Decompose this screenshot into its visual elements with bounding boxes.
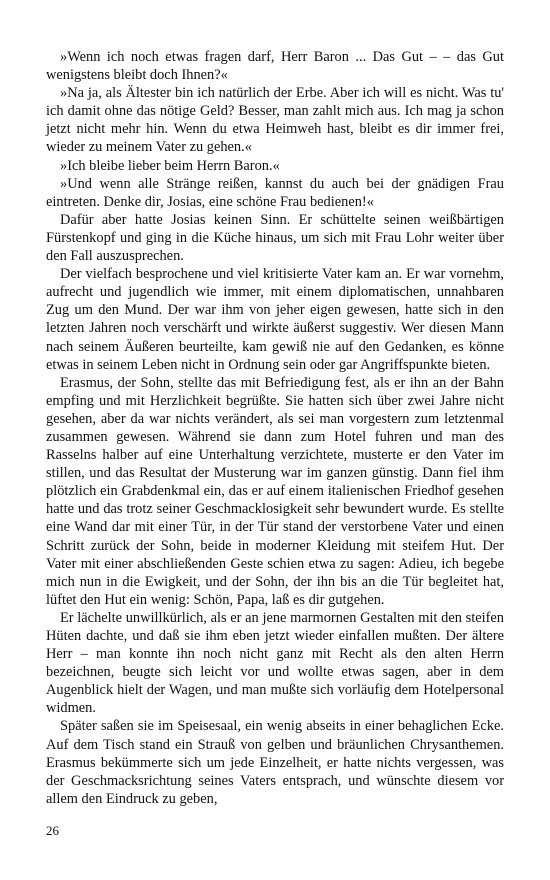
paragraph: »Und wenn alle Stränge reißen, kannst du auch bei der gnädigen Frau eintreten. Denke dir, Josias, eine schöne Frau bedienen!« bbox=[46, 175, 504, 210]
paragraph: »Ich bleibe lieber beim Herrn Baron.« bbox=[60, 157, 280, 174]
paragraph: Später saßen sie im Speisesaal, ein wenig abseits in einer behaglichen Ecke. Auf dem Tisch stand ein Strauß von gelben und bräunlichen Chrysanthemen. Erasmus bekümmerte sich um jede Einzelheit, er hatte nichts vergessen, was der Geschmacksrichtung seines Vaters entsprach, und wünschte diesem vor allem den Eindruck zu geben, bbox=[46, 718, 504, 807]
page-number: 26 bbox=[46, 823, 59, 838]
paragraph: Dafür aber hatte Josias keinen Sinn. Er schüttelte seinen weißbärtigen Fürstenkopf und ging in die Küche hinaus, um sich mit Frau Lohr weiter über den Fall auszusprechen. bbox=[46, 211, 504, 265]
paragraph: Er lächelte unwillkürlich, als er an jene marmornen Gestalten mit den steifen Hüten dachte, und daß sie ihm eben jetzt wieder einfallen mußten. Der ältere Herr – man konnte ihn noch nicht ganz mit Recht als den alten Herrn bezeichnen, beugte sich leicht vor und wollte etwas sagen, aber in dem Augenblick hielt der Wagen, und man mußte sich vorläufig dem Hotelpersonal widmen. bbox=[46, 609, 504, 717]
paragraph: Erasmus, der Sohn, stellte das mit Befriedigung fest, als er ihn an der Bahn empfing und mit Herzlichkeit begrüßte. Sie hatten sich über zwei Jahre nicht gesehen, aber da war nichts verändert, als sei man vorgestern zum letztenmal zusammen gewesen. Während sie dann zum Hotel fuhren und man des Rasselns halber auf eine Unterhaltung verzichtete, musterte er den Vater im stillen, und das Resultat der Musterung war im ganzen günstig. Dann fiel ihm plötzlich ein Grabdenkmal ein, das er auf einem italienischen Friedhof gesehen hatte und das trotz seiner Geschmacklosigkeit sehr bewundert wurde. Es stellte eine Wand dar mit einer Tür, in der Tür stand der verstorbene Vater und einen Schritt zurück der Sohn, beide in moderner Kleidung mit steifem Hut. Der Vater mit einer abschließenden Geste schien etwa zu sagen: Adieu, ich begebe mich nun in die Ewigkeit, und der Sohn, der ihn bis an die Tür begleitet hat, lüftet den Hut ein wenig: Schön, Papa, laß es dir gutgehen. bbox=[46, 374, 504, 608]
paragraph: »Na ja, als Ältester bin ich natürlich der Erbe. Aber ich will es nicht. Was tu' ich damit ohne das nötige Geld? Besser, man zahlt mich aus. Ich mag ja schon jetzt nicht mehr hin. Wenn du etwa Heimweh hast, bleibt es dir immer frei, wieder zu meinem Vater zu gehen.« bbox=[46, 85, 504, 156]
paragraph: Der vielfach besprochene und viel kritisierte Vater kam an. Er war vornehm, aufrecht und jugendlich wie immer, mit einem diplomatischen, unnahbaren Zug um den Mund. Der war ihm von jeher eigen gewesen, hatte sich in den letzten Jahren noch verschärft und wirkte äußerst suggestiv. Wer diesen Mann nach seinem Äußeren beurteilte, kam gewiß nie auf den Gedanken, es könne etwas in seinem Leben nicht in Ordnung sein oder gar Angriffspunkte bieten. bbox=[46, 266, 504, 373]
paragraph: »Wenn ich noch etwas fragen darf, Herr Baron ... Das Gut – – das Gut wenigstens bleibt doch Ihnen?« bbox=[46, 49, 504, 84]
page-body bbox=[46, 48, 504, 808]
